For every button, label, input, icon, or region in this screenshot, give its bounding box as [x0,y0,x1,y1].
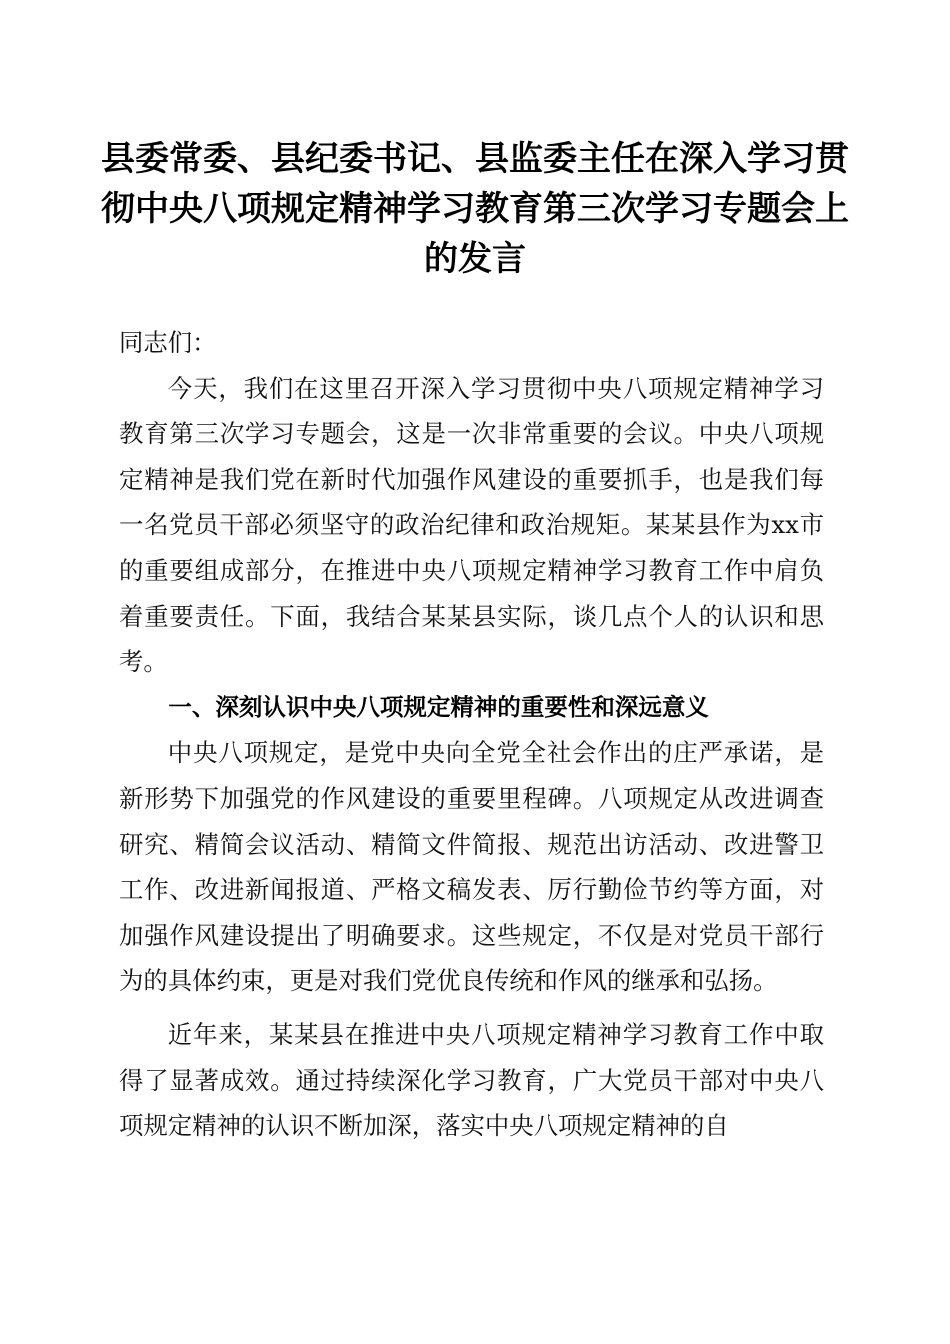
document-title: 县委常委、县纪委书记、县监委主任在深入学习贯彻中央八项规定精神学习教育第三次学习专题会上的发言 [101,139,849,279]
paragraph-spacer [119,1004,824,1012]
document-body [119,320,824,1149]
section-heading-1: 一、深刻认识中央八项规定精神的重要性和深远意义 [168,692,709,721]
paragraph-recent-years: 近年来，某某县在推进中央八项规定精神学习教育工作中取得了显著成效。通过持续深化学习教育，广大党员干部对中央八项规定精神的认识不断加深，落实中央八项规定精神的自 [119,1019,824,1141]
salutation: 同志们： [119,328,217,357]
paragraph-eight-rules: 中央八项规定，是党中央向全党全社会作出的庄严承诺，是新形势下加强党的作风建设的重要里程碑。八项规定从改进调查研究、精简会议活动、精简文件简报、规范出访活动、改进警卫工作、改进新闻报道、严格文稿发表、厉行勤俭节约等方面，对加强作风建设提出了明确要求。这些规定，不仅是对党员干部行为的具体约束，更是对我们党优良传统和作风的继承和弘扬。 [119,738,824,996]
paragraph-opening: 今天，我们在这里召开深入学习贯彻中央八项规定精神学习教育第三次学习专题会，这是一次非常重要的会议。中央八项规定精神是我们党在新时代加强作风建设的重要抓手，也是我们每一名党员干部必须坚守的政治纪律和政治规矩。某某县作为xx市的重要组成部分，在推进中央八项规定精神学习教育工作中肩负着重要责任。下面，我结合某某县实际，谈几点个人的认识和思考。 [119,373,824,677]
